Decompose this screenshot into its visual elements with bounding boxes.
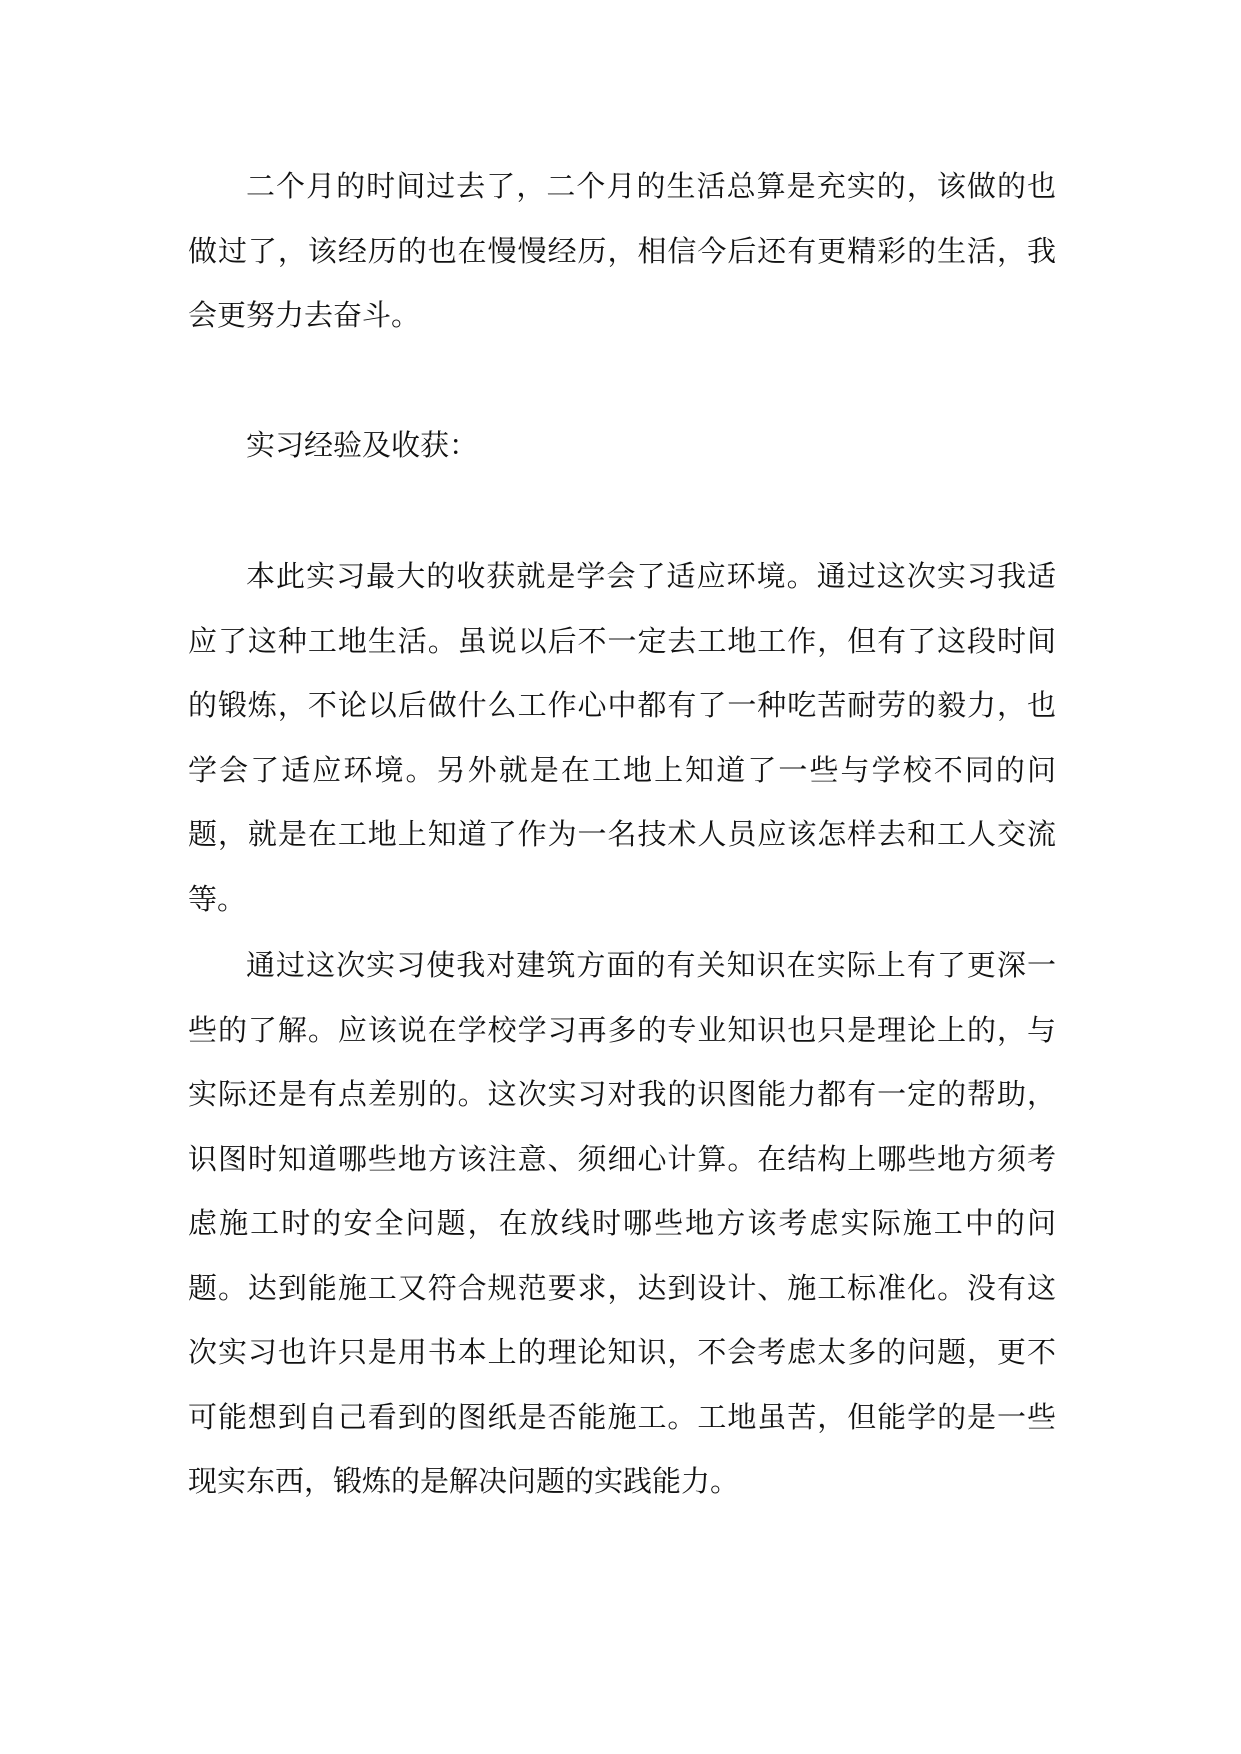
paragraph-adaptation: 本此实习最大的收获就是学会了适应环境。通过这次实习我适应了这种工地生活。虽说以后不一定去工地工作，但有了这段时间的锻炼，不论以后做什么工作心中都有了一种吃苦耐劳的毅力，也学会了适应环境。另外就是在工地上知道了一些与学校不同的问题，就是在工地上知道了作为一名技术人员应该怎样去和工人交流等。: [188, 559, 1056, 916]
section-heading-experience: 实习经验及收获：: [246, 428, 479, 462]
paragraph-summary: 二个月的时间过去了，二个月的生活总算是充实的，该做的也做过了，该经历的也在慢慢经历，相信今后还有更精彩的生活，我会更努力去奋斗。: [188, 169, 1056, 332]
paragraph-knowledge: 通过这次实习使我对建筑方面的有关知识在实际上有了更深一些的了解。应该说在学校学习再多的专业知识也只是理论上的，与实际还是有点差别的。这次实习对我的识图能力都有一定的帮助，识图时知道哪些地方该注意、须细心计算。在结构上哪些地方须考虑施工时的安全问题，在放线时哪些地方该考虑实际施工中的问题。达到能施工又符合规范要求，达到设计、施工标准化。没有这次实习也许只是用书本上的理论知识，不会考虑太多的问题，更不可能想到自己看到的图纸是否能施工。工地虽苦，但能学的是一些现实东西，锻炼的是解决问题的实践能力。: [188, 948, 1056, 1498]
